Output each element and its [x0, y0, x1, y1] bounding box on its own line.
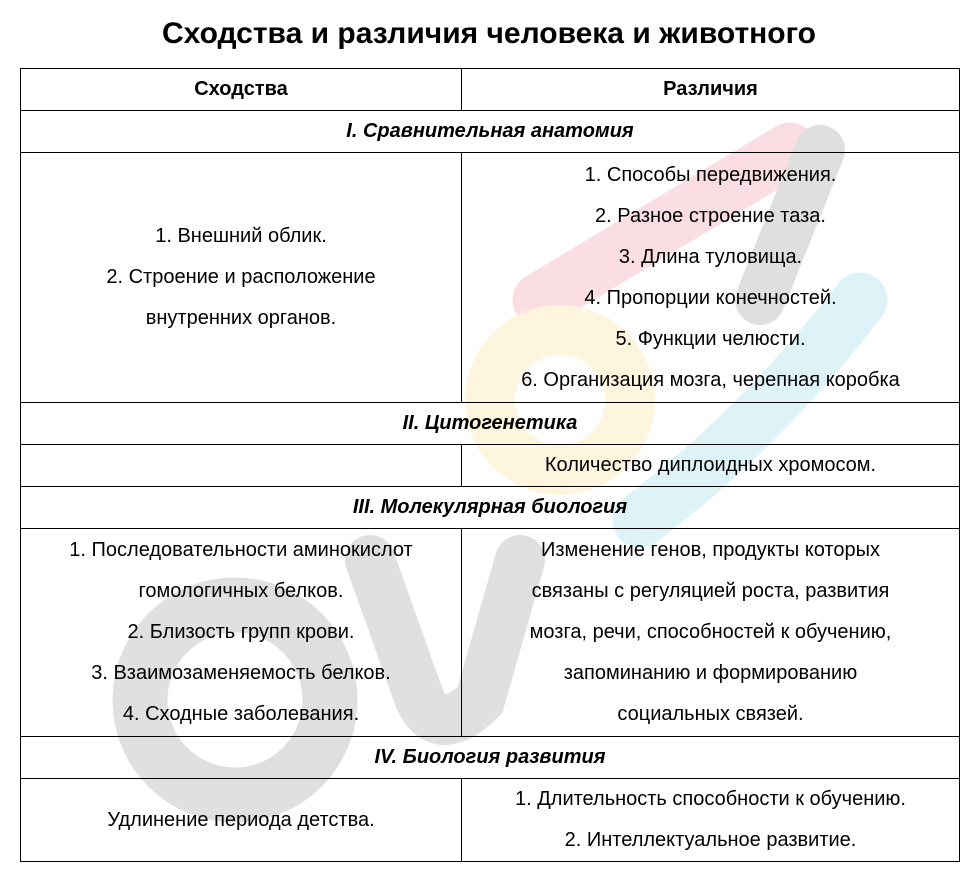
section-row: [21, 111, 960, 153]
section-row: [21, 403, 960, 445]
content-row: [21, 153, 960, 403]
difference-line: мозга, речи, способностей к обучению,: [529, 621, 892, 643]
content-row: [21, 529, 960, 737]
difference-line: связаны с регуляцией роста, развития: [531, 580, 890, 602]
similarity-line: 2. Строение и расположение: [106, 266, 376, 288]
similarity-line: 2. Близость групп крови.: [127, 621, 355, 643]
differences-cell: [462, 779, 960, 862]
difference-line: 1. Длительность способности к обучению.: [515, 788, 906, 810]
difference-line: социальных связей.: [617, 703, 804, 725]
section-title: I. Сравнительная анатомия: [21, 111, 960, 153]
similarity-line: 3. Взаимозаменяемость белков.: [91, 662, 391, 684]
section-title: IV. Биология развития: [21, 737, 960, 779]
similarity-line: внутренних органов.: [145, 307, 337, 329]
difference-line: 4. Пропорции конечностей.: [584, 286, 837, 309]
section-row: [21, 737, 960, 779]
similarities-cell: [21, 529, 462, 737]
difference-line: 2. Разное строение таза.: [595, 204, 826, 227]
header-differences: Различия: [462, 69, 960, 111]
similarities-cell: [21, 153, 462, 403]
difference-line: 3. Длина туловища.: [618, 245, 803, 268]
content-row: [21, 779, 960, 862]
similarities-cell: [21, 445, 462, 487]
header-row: [21, 69, 960, 111]
section-row: [21, 487, 960, 529]
difference-line: 1. Способы передвижения.: [584, 163, 837, 186]
content-row: [21, 445, 960, 487]
differences-cell: [462, 153, 960, 403]
section-title: II. Цитогенетика: [21, 403, 960, 445]
similarity-line: 4. Сходные заболевания.: [122, 703, 360, 725]
difference-line: Количество диплоидных хромосом.: [544, 454, 877, 476]
difference-line: Изменение генов, продукты которых: [541, 539, 880, 561]
header-similarities: Сходства: [21, 69, 462, 111]
difference-line: 2. Интеллектуальное развитие.: [564, 829, 857, 851]
difference-line: 6. Организация мозга, черепная коробка: [521, 368, 900, 391]
similarities-cell: [21, 779, 462, 862]
similarity-line: 1. Последовательности аминокислот: [69, 539, 413, 561]
page-title: Сходства и различия человека и животного: [161, 17, 817, 50]
differences-cell: [462, 529, 960, 737]
difference-line: 5. Функции челюсти.: [615, 327, 806, 350]
comparison-table: [20, 68, 960, 862]
difference-line: запоминанию и формированию: [563, 662, 858, 684]
similarity-line: гомологичных белков.: [138, 580, 344, 602]
similarity-line: Удлинение периода детства.: [107, 808, 375, 831]
section-title: III. Молекулярная биология: [21, 487, 960, 529]
differences-cell: [462, 445, 960, 487]
similarity-line: 1. Внешний облик.: [155, 225, 327, 247]
